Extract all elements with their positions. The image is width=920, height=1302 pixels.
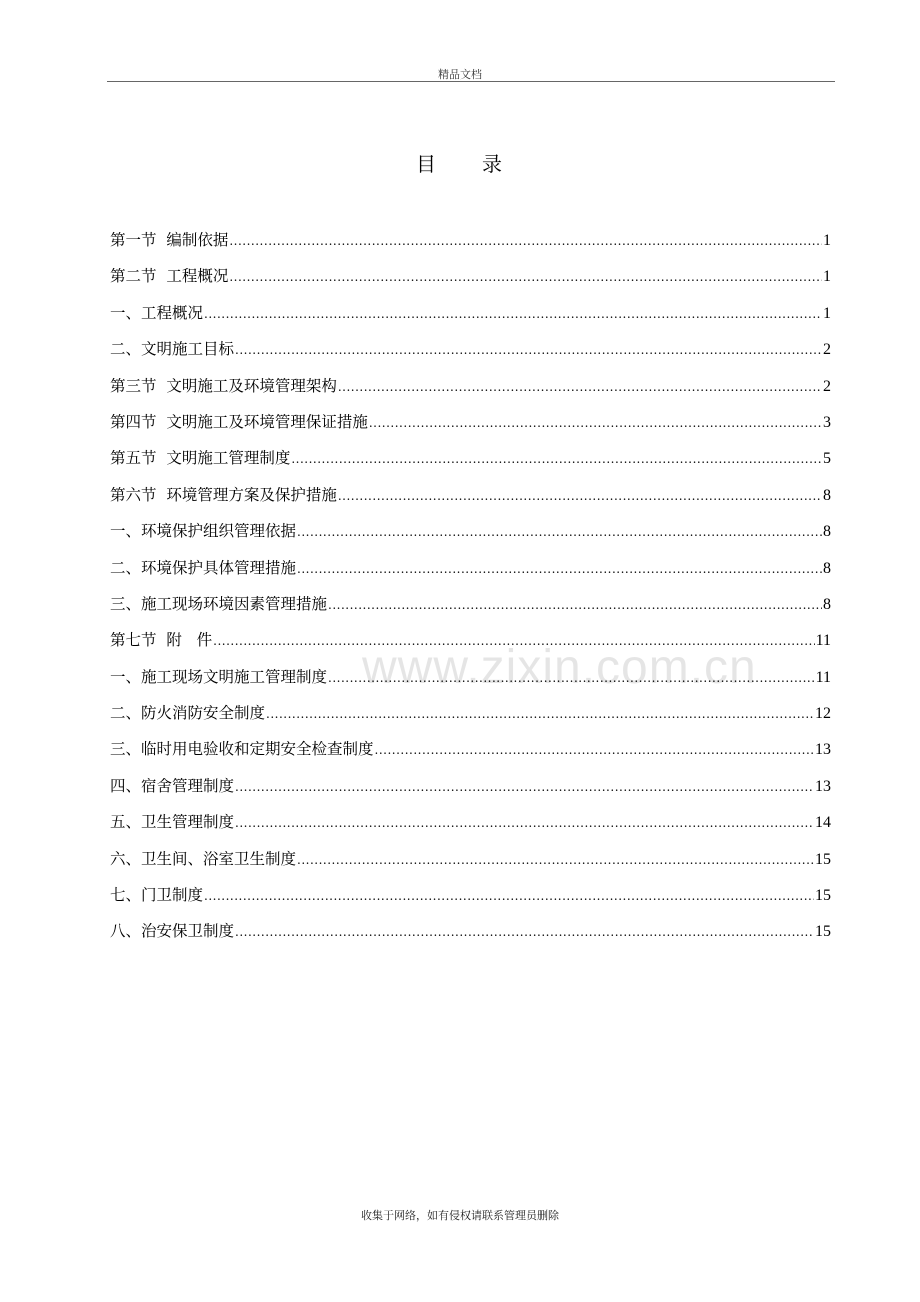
toc-entry-page: 15 [815, 850, 831, 868]
toc-entry[interactable] [110, 440, 831, 476]
page-footer: 收集于网络，如有侵权请联系管理员删除 [361, 1209, 559, 1222]
toc-entry[interactable] [110, 622, 831, 658]
toc-entry-page: 8 [823, 559, 831, 577]
toc-entry-page: 3 [823, 413, 831, 431]
toc-leader-dots [338, 369, 822, 405]
toc-entry[interactable] [110, 804, 831, 840]
toc-entry-label: 三、临时用电验收和定期安全检查制度 [110, 740, 374, 759]
toc-leader-dots [235, 914, 814, 950]
toc-entry[interactable] [110, 550, 831, 586]
toc-entry[interactable] [110, 841, 831, 877]
toc-leader-dots [266, 696, 814, 732]
toc-title-part2: 录 [482, 152, 504, 176]
toc-entry-label: 第二节 工程概况 [110, 267, 229, 286]
toc-entry[interactable] [110, 404, 831, 440]
toc-entry-page: 2 [823, 341, 831, 359]
toc-entry-page: 5 [823, 450, 831, 468]
toc-entry-label: 二、环境保护具体管理措施 [110, 558, 297, 577]
toc-entry-label: 一、环境保护组织管理依据 [110, 522, 297, 541]
toc-list [110, 222, 831, 950]
toc-entry-page: 13 [815, 741, 831, 759]
toc-leader-dots [328, 660, 815, 696]
toc-entry-page: 11 [815, 668, 831, 686]
toc-entry[interactable] [110, 768, 831, 804]
toc-entry-page: 1 [823, 232, 831, 249]
toc-entry-page: 1 [823, 304, 831, 322]
page-header: 精品文档 [438, 68, 482, 81]
toc-entry-label: 三、施工现场环境因素管理措施 [110, 594, 328, 613]
toc-title-part1: 目 [416, 152, 438, 176]
toc-leader-dots [204, 878, 814, 914]
toc-entry[interactable] [110, 295, 831, 331]
toc-entry-label: 第四节 文明施工及环境管理保证措施 [110, 412, 368, 431]
toc-leader-dots [297, 514, 822, 550]
toc-title [0, 148, 920, 177]
toc-leader-dots [235, 769, 814, 805]
toc-entry[interactable] [110, 222, 831, 258]
toc-entry-page: 8 [823, 595, 831, 613]
toc-entry-page: 8 [823, 486, 831, 504]
toc-entry-page: 1 [823, 268, 831, 286]
toc-entry-label: 第一节 编制依据 [110, 231, 229, 249]
toc-leader-dots [297, 842, 814, 878]
toc-entry[interactable] [110, 513, 831, 549]
header-divider [107, 81, 835, 82]
toc-entry-label: 第五节 文明施工管理制度 [110, 449, 291, 468]
toc-leader-dots [204, 296, 822, 332]
toc-entry-page: 13 [815, 777, 831, 795]
toc-entry[interactable] [110, 586, 831, 622]
toc-entry[interactable] [110, 331, 831, 367]
toc-leader-dots [338, 478, 822, 514]
toc-entry-label: 二、文明施工目标 [110, 340, 235, 359]
toc-leader-dots [291, 441, 822, 477]
toc-entry[interactable] [110, 913, 831, 949]
watermark: www.zixin.com.cn [362, 641, 757, 694]
toc-entry-label: 二、防火消防安全制度 [110, 704, 266, 723]
toc-leader-dots [235, 332, 822, 368]
toc-entry-label: 第六节 环境管理方案及保护措施 [110, 485, 337, 504]
toc-entry-label: 一、施工现场文明施工管理制度 [110, 667, 328, 686]
toc-leader-dots [369, 405, 822, 441]
toc-entry[interactable] [110, 877, 831, 913]
toc-leader-dots [229, 259, 822, 295]
toc-entry[interactable] [110, 477, 831, 513]
toc-entry-label: 六、卫生间、浴室卫生制度 [110, 849, 297, 868]
toc-entry[interactable] [110, 368, 831, 404]
toc-entry-page: 14 [815, 814, 831, 832]
toc-entry-page: 8 [823, 523, 831, 541]
toc-leader-dots [235, 805, 814, 841]
toc-entry-label: 第七节 附 件 [110, 631, 213, 650]
toc-entry[interactable] [110, 258, 831, 294]
toc-entry-label: 八、治安保卫制度 [110, 922, 235, 941]
toc-entry-page: 15 [815, 887, 831, 905]
toc-entry-page: 15 [815, 923, 831, 941]
toc-entry[interactable] [110, 731, 831, 767]
toc-leader-dots [328, 587, 822, 623]
toc-leader-dots [229, 223, 822, 259]
toc-entry-page: 11 [815, 632, 831, 650]
toc-entry-page: 12 [815, 705, 831, 723]
toc-leader-dots [213, 623, 814, 659]
toc-entry[interactable] [110, 695, 831, 731]
toc-entry-label: 七、门卫制度 [110, 886, 204, 905]
toc-leader-dots [297, 551, 822, 587]
toc-entry-page: 2 [823, 377, 831, 395]
toc-entry-label: 五、卫生管理制度 [110, 813, 235, 832]
toc-entry-label: 一、工程概况 [110, 303, 204, 322]
toc-entry-label: 第三节 文明施工及环境管理架构 [110, 376, 337, 395]
toc-leader-dots [375, 732, 814, 768]
toc-entry-label: 四、宿舍管理制度 [110, 776, 235, 795]
toc-entry[interactable] [110, 659, 831, 695]
